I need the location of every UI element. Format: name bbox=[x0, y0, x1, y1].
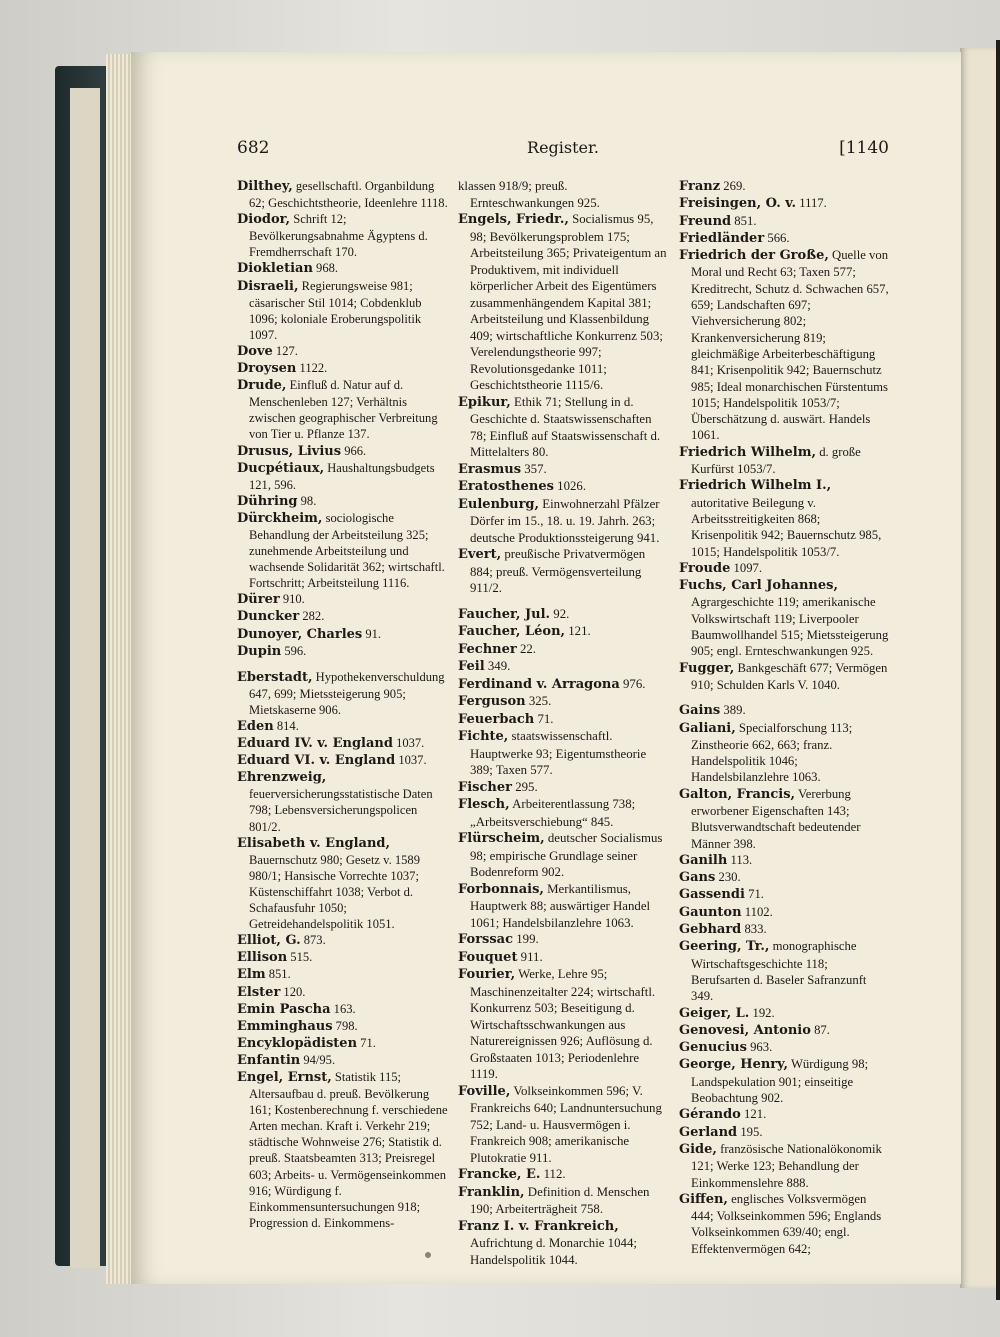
index-headword: Gerland bbox=[679, 1124, 738, 1140]
index-headword: Dupin bbox=[237, 643, 282, 659]
index-entry bbox=[458, 478, 669, 496]
index-entry bbox=[237, 626, 448, 643]
index-references: französische Nationalökonomik 121; Werke 123; Behandlung der Einkommenslehre 888. bbox=[691, 1141, 882, 1190]
index-references: 357. bbox=[521, 461, 547, 476]
index-entry bbox=[679, 786, 890, 852]
index-entry bbox=[237, 984, 448, 1001]
facing-cover-edge bbox=[996, 40, 1000, 1300]
index-references: 966. bbox=[341, 443, 367, 458]
index-entry bbox=[458, 461, 669, 479]
index-references: Würdigung 98; Landspekulation 901; einseitige Beobachtung 902. bbox=[691, 1057, 869, 1106]
index-column-3 bbox=[679, 178, 890, 1257]
index-references: 87. bbox=[810, 1022, 830, 1037]
index-headword: Emminghaus bbox=[237, 1018, 333, 1034]
index-entry bbox=[237, 278, 448, 343]
index-references: 833. bbox=[741, 922, 767, 937]
index-references: preußische Privatvermögen 884; preuß. Vermögensverteilung 911/2. bbox=[470, 547, 646, 595]
index-entry bbox=[237, 377, 448, 442]
index-headword: Eratosthenes bbox=[458, 479, 554, 494]
index-references: Ethik 71; Stellung in d. Geschichte d. Staatswissenschaften 78; Einfluß auf Staatswissenschaft d. Mittelalters 80. bbox=[470, 394, 661, 459]
index-references: Einfluß d. Natur auf d. Menschenleben 127; Verhältnis zwischen geographischer Verbreitung von Tier u. Pflanze 137. bbox=[249, 378, 438, 442]
index-references: 295. bbox=[511, 779, 538, 794]
index-references: Bankgeschäft 677; Vermögen 910; Schulden Karls V. 1040. bbox=[691, 660, 888, 692]
index-references: 566. bbox=[764, 230, 790, 245]
index-entry bbox=[458, 641, 669, 659]
index-references: 127. bbox=[272, 343, 298, 358]
index-references: 94/95. bbox=[300, 1052, 336, 1067]
index-headword: Disraeli, bbox=[237, 278, 299, 294]
index-references: monographische Wirtschaftsgeschichte 118; Berufsarten d. Baseler Safranzunft 349. bbox=[691, 939, 867, 1004]
index-entry bbox=[458, 931, 669, 949]
index-references: 92. bbox=[550, 606, 570, 621]
index-references: Merkantilismus, Hauptwerk 88; auswärtiger Handel 1061; Handelsbilanzlehre 1063. bbox=[470, 881, 651, 930]
index-headword: Froude bbox=[679, 560, 731, 576]
index-headword: Ganilh bbox=[679, 852, 728, 868]
page-title: Register. bbox=[527, 138, 599, 157]
index-references: Specialforschung 113; Zinstheorie 662, 663; franz. Handelspolitik 1046; Handelsbilanzlehre 1063. bbox=[691, 720, 853, 785]
index-headword: Freund bbox=[679, 213, 732, 229]
index-headword: Faucher, Jul. bbox=[458, 606, 551, 622]
index-headword: Giffen, bbox=[679, 1191, 728, 1207]
index-references: 814. bbox=[273, 719, 299, 733]
index-headword: Fichte, bbox=[458, 729, 509, 744]
index-entry bbox=[679, 1106, 890, 1123]
index-references: Arbeiterentlassung 738; „Arbeitsverschiebung“ 845. bbox=[470, 797, 636, 829]
index-headword: Gans bbox=[679, 870, 716, 886]
index-entry bbox=[679, 869, 890, 886]
index-entry bbox=[679, 1191, 890, 1257]
index-headword: Genovesi, Antonio bbox=[679, 1022, 811, 1038]
index-entry bbox=[237, 966, 448, 983]
index-entry bbox=[679, 702, 890, 719]
index-entry bbox=[237, 949, 448, 966]
index-headword: Gaunton bbox=[679, 904, 742, 920]
index-entry bbox=[679, 660, 890, 694]
index-headword: Friedländer bbox=[679, 230, 765, 246]
index-headword: Franz bbox=[679, 179, 721, 194]
index-references: 113. bbox=[727, 852, 753, 867]
index-entry bbox=[458, 1218, 669, 1269]
index-headword: Genucius bbox=[679, 1040, 747, 1056]
index-headword: Emin Pascha bbox=[237, 1001, 331, 1017]
section-number: [1140 bbox=[839, 138, 889, 158]
index-references: 282. bbox=[299, 609, 325, 624]
index-headword: Ellison bbox=[237, 950, 288, 966]
index-entry bbox=[237, 932, 448, 949]
index-headword: Drusus, Livius bbox=[237, 443, 342, 459]
index-entry bbox=[458, 1184, 669, 1218]
index-headword: Galton, Francis, bbox=[679, 786, 796, 802]
index-entry bbox=[237, 643, 448, 660]
index-references: 195. bbox=[737, 1124, 763, 1139]
index-entry bbox=[237, 769, 448, 834]
index-headword: Dürer bbox=[237, 592, 280, 608]
index-references: Bauernschutz 980; Gesetz v. 1589 980/1; Hansische Vorrechte 1037; Küstenschiffahrt 1038; Verbot d. Schafausfuhr 1050; Getreidehandelspolitik 1051. bbox=[249, 852, 420, 932]
index-entry bbox=[458, 728, 669, 779]
index-entry bbox=[458, 830, 669, 881]
index-references: Schrift 12; Bevölkerungsabnahme Ägyptens d. Fremdherrschaft 170. bbox=[249, 212, 428, 260]
index-references: englisches Volksvermögen 444; Volkseinkommen 596; Englands Volkseinkommen 639/40; engl. Effektenvermögen 642; bbox=[691, 1191, 882, 1256]
index-entry bbox=[679, 904, 890, 921]
index-headword: Forbonnais, bbox=[458, 881, 544, 897]
index-references: Socialismus 95, 98; Bevölkerungsproblem 175; Arbeitsteilung 365; Privateigentum an Produktivem, mit individuell körperlicher Arbeit des Eigentümers zusammenhängendem Kapital 381; Arbeitsteilung und Klassenbildung 409; wirtschaftliche Konkurrenz 503; Verelendungstheorie 997; Revolutionsgedanke 1011; Geschichtstheorie 1115/6. bbox=[470, 212, 667, 392]
index-headword: Gide, bbox=[679, 1141, 717, 1157]
index-headword: Engel, Ernst, bbox=[237, 1069, 332, 1085]
index-headword: Fugger, bbox=[679, 660, 735, 676]
index-entry bbox=[458, 658, 669, 676]
index-headword: Eduard VI. v. England bbox=[237, 753, 396, 769]
index-entry bbox=[458, 496, 669, 547]
index-headword: Fourier, bbox=[458, 967, 516, 982]
index-entry bbox=[679, 720, 890, 786]
index-entry bbox=[679, 230, 890, 247]
index-entry bbox=[679, 477, 890, 559]
index-headword: Franz I. v. Frankreich, bbox=[458, 1218, 619, 1234]
index-entry bbox=[458, 606, 669, 624]
index-references: Regierungsweise 981; cäsarischer Stil 1014; Cobdenklub 1096; koloniale Eroberungspolitik 1097. bbox=[249, 278, 422, 342]
index-entry bbox=[679, 213, 890, 230]
index-references: 1097. bbox=[730, 560, 763, 575]
index-headword: Diokletian bbox=[237, 261, 313, 277]
index-entry bbox=[458, 623, 669, 641]
index-entry bbox=[237, 669, 448, 718]
index-headword: Diodor, bbox=[237, 212, 291, 228]
page-blemish bbox=[425, 1252, 431, 1258]
index-headword: Drude, bbox=[237, 378, 287, 394]
index-references: 71. bbox=[357, 1035, 376, 1050]
index-entry bbox=[237, 752, 448, 769]
index-entry bbox=[237, 608, 448, 625]
index-entry bbox=[458, 966, 669, 1083]
index-entry bbox=[237, 493, 448, 510]
index-entry bbox=[679, 886, 890, 903]
index-headword: Ducpétiaux, bbox=[237, 460, 325, 476]
index-entry bbox=[237, 343, 448, 360]
index-headword: Franklin, bbox=[458, 1184, 525, 1200]
index-entry bbox=[458, 1166, 669, 1184]
index-references: 192. bbox=[749, 1005, 775, 1020]
index-headword: Elisabeth v. England, bbox=[237, 835, 391, 851]
index-entry bbox=[679, 444, 890, 478]
index-references: Werke, Lehre 95; Maschinenzeitalter 224; wirtschaftl. Konkurrenz 503; Beseitigung d. Wirtschaftsschwankungen aus Naturereignissen 926; Auflösung d. Großstaaten 1013; Periodenlehre 1119. bbox=[470, 967, 656, 1081]
index-entry bbox=[458, 394, 669, 461]
index-headword: Gérando bbox=[679, 1107, 741, 1123]
index-entry bbox=[237, 211, 448, 260]
index-headword: Gebhard bbox=[679, 922, 742, 938]
index-references: 199. bbox=[513, 932, 539, 946]
index-references: 163. bbox=[330, 1001, 356, 1016]
index-references: klassen 918/9; preuß. Ernteschwankungen 925. bbox=[458, 179, 600, 210]
index-entry bbox=[237, 1018, 448, 1035]
index-headword: Elm bbox=[237, 967, 266, 983]
index-headword: Feuerbach bbox=[458, 711, 535, 727]
index-references: sociologische Behandlung der Arbeitsteilung 325; zunehmende Arbeitsteilung und wachsende Solidarität 362; wirtschaftl. Fortschritt; Arbeitsteilung 1116. bbox=[249, 510, 445, 591]
index-references: Statistik 115; Altersaufbau d. preuß. Bevölkerung 161; Kostenberechnung f. verschiedene Arten mechan. Kraft i. Verkehr 219; städtische Wohnweise 276; Statistik d. preuß. Staatsbeamten 313; Preisregel 603; Arbeits- u. Vermögenseinkommen 916; Würdigung f. Einkommensuntersuchungen 918; Progression d. Einkommens- bbox=[249, 1069, 448, 1230]
index-headword: Dunoyer, Charles bbox=[237, 626, 363, 642]
index-entry bbox=[237, 1001, 448, 1018]
index-entry bbox=[458, 881, 669, 932]
index-entry bbox=[237, 178, 448, 211]
index-headword: Faucher, Léon, bbox=[458, 624, 566, 639]
index-headword: Friedrich Wilhelm, bbox=[679, 444, 817, 460]
book-endpaper bbox=[70, 88, 100, 1268]
index-entry bbox=[679, 1141, 890, 1191]
index-references: Quelle von Moral und Recht 63; Taxen 577; Kreditrecht, Schutz d. Schwachen 657, 659; Landschaften 697; Viehversicherung 802; Krankenversicherung 819; gleichmäßige Arbeiterbeschäftigung 841; Krisenpolitik 942; Bauernschutz 985; Ideal monarchischen Fürstentums 1015; Handelspolitik 1053/7; Überschätzung d. auswärt. Handels 1061. bbox=[691, 248, 889, 443]
index-entry bbox=[237, 1069, 448, 1231]
page-header bbox=[237, 138, 889, 162]
index-headword: Flesch, bbox=[458, 797, 510, 812]
index-headword: Eberstadt, bbox=[237, 669, 313, 685]
index-headword: Ehrenzweig, bbox=[237, 770, 327, 786]
index-entry bbox=[679, 1039, 890, 1056]
index-column-2 bbox=[458, 178, 669, 1268]
index-headword: Fouquet bbox=[458, 949, 518, 965]
index-references: feuerversicherungsstatistische Daten 798; Lebensversicherungspolicen 801/2. bbox=[249, 787, 433, 834]
index-headword: Ferdinand v. Arragona bbox=[458, 676, 620, 692]
index-headword: Flürscheim, bbox=[458, 831, 545, 846]
index-headword: Fuchs, Carl Johannes, bbox=[679, 578, 838, 594]
index-references: 798. bbox=[332, 1018, 358, 1033]
index-headword: George, Henry, bbox=[679, 1057, 788, 1073]
index-references: 911. bbox=[517, 949, 543, 964]
index-references: 1102. bbox=[741, 904, 773, 919]
index-references: Haushaltungsbudgets 121, 596. bbox=[249, 460, 435, 492]
index-headword: Epikur, bbox=[458, 394, 511, 410]
index-references: Volkseinkommen 596; V. Frankreichs 640; Landnuntersuchung 752; Land- u. Hausvermögen i. Frankreich 908; amerikanische Plutokratie 911. bbox=[470, 1083, 662, 1165]
index-headword: Engels, Friedr., bbox=[458, 212, 569, 227]
index-references: 389. bbox=[720, 703, 746, 718]
index-references: 98. bbox=[297, 493, 317, 508]
index-headword: Eulenburg, bbox=[458, 496, 540, 512]
index-references: 230. bbox=[715, 870, 741, 885]
index-references: 968. bbox=[312, 261, 339, 276]
index-headword: Francke, E. bbox=[458, 1167, 541, 1182]
index-references: Vererbung erworbener Eigenschaften 143; Blutsverwandtschaft bedeutender Männer 398. bbox=[691, 786, 861, 851]
index-headword: Evert, bbox=[458, 547, 502, 562]
index-headword: Elliot, G. bbox=[237, 933, 301, 949]
index-references: 1026. bbox=[553, 479, 587, 493]
index-entry bbox=[458, 949, 669, 967]
index-entry bbox=[679, 1056, 890, 1106]
index-headword: Ferguson bbox=[458, 694, 526, 709]
index-references: 121. bbox=[565, 624, 591, 638]
index-entry bbox=[679, 1124, 890, 1141]
index-entry bbox=[237, 1035, 448, 1052]
index-references: 71. bbox=[744, 887, 764, 902]
index-headword: Erasmus bbox=[458, 461, 522, 477]
index-headword: Elster bbox=[237, 984, 281, 1000]
index-entry bbox=[458, 711, 669, 729]
index-headword: Freisingen, O. v. bbox=[679, 196, 797, 212]
index-headword: Eduard IV. v. England bbox=[237, 736, 393, 752]
index-headword: Droysen bbox=[237, 361, 297, 377]
index-headword: Enfantin bbox=[237, 1052, 301, 1068]
index-entry bbox=[458, 1083, 669, 1167]
index-headword: Friedrich der Große, bbox=[679, 248, 829, 264]
index-headword: Gassendi bbox=[679, 887, 745, 903]
index-headword: Dürckheim, bbox=[237, 510, 323, 526]
index-entry bbox=[237, 835, 448, 933]
index-references: 120. bbox=[280, 984, 306, 999]
index-headword: Dilthey, bbox=[237, 179, 293, 194]
index-entry bbox=[679, 195, 890, 212]
index-references: 1037. bbox=[392, 736, 425, 751]
index-entry bbox=[679, 577, 890, 659]
index-headword: Friedrich Wilhelm I., bbox=[679, 478, 832, 494]
index-entry bbox=[237, 735, 448, 752]
index-entry bbox=[458, 546, 669, 597]
index-references: Aufrichtung d. Monarchie 1044; Handelspolitik 1044. bbox=[470, 1236, 637, 1267]
index-entry bbox=[237, 460, 448, 493]
index-references: 1037. bbox=[395, 753, 427, 768]
index-entry bbox=[679, 178, 890, 195]
index-entry bbox=[679, 1022, 890, 1039]
index-references: 976. bbox=[619, 676, 646, 691]
index-references: autoritative Beilegung v. Arbeitsstreitigkeiten 868; Krisenpolitik 942; Bauernschutz 985, 1015; Handelspolitik 1053/7. bbox=[691, 495, 882, 559]
index-references: Definition d. Menschen 190; Arbeiterträgheit 758. bbox=[470, 1184, 650, 1216]
index-entry bbox=[458, 676, 669, 694]
index-entry bbox=[679, 852, 890, 869]
index-references: 910. bbox=[279, 592, 305, 607]
index-references: Hypothekenverschuldung 647, 699; Mietssteigerung 905; Mietskaserne 906. bbox=[249, 669, 445, 717]
index-entry bbox=[237, 510, 448, 591]
index-headword: Eden bbox=[237, 719, 274, 734]
page-number: 682 bbox=[237, 138, 270, 158]
index-references: 91. bbox=[362, 626, 382, 641]
index-entry bbox=[237, 591, 448, 608]
index-entry bbox=[679, 921, 890, 938]
index-references: 873. bbox=[300, 933, 326, 948]
index-headword: Fechner bbox=[458, 641, 517, 657]
index-entry bbox=[679, 560, 890, 577]
index-references: d. große Kurfürst 1053/7. bbox=[691, 444, 861, 477]
index-headword: Feil bbox=[458, 659, 485, 674]
index-entry bbox=[458, 779, 669, 797]
index-references: 963. bbox=[746, 1040, 773, 1055]
index-references: 1122. bbox=[296, 361, 328, 376]
index-references: gesellschaftl. Organbildung 62; Geschichtstheorie, Ideenlehre 1118. bbox=[249, 179, 448, 211]
index-headword: Geiger, L. bbox=[679, 1005, 750, 1021]
index-references: 349. bbox=[484, 659, 511, 673]
index-headword: Galiani, bbox=[679, 720, 736, 736]
index-references: deutscher Socialismus 98; empirische Grundlage seiner Bodenreform 902. bbox=[470, 831, 663, 879]
index-headword: Dühring bbox=[237, 493, 298, 509]
index-entry bbox=[458, 211, 669, 394]
index-headword: Fischer bbox=[458, 779, 512, 795]
index-entry bbox=[458, 693, 669, 711]
index-references: Einwohnerzahl Pfälzer Dörfer im 15., 18. u. 19. Jahrh. 263; deutsche Produktionssteigerung 941. bbox=[470, 496, 660, 545]
index-entry bbox=[237, 443, 448, 460]
index-entry bbox=[237, 360, 448, 377]
index-entry bbox=[237, 260, 448, 277]
index-references: 515. bbox=[287, 950, 313, 965]
index-references: 1117. bbox=[796, 196, 827, 211]
index-entry bbox=[679, 938, 890, 1004]
index-headword: Gains bbox=[679, 703, 721, 719]
index-references: 22. bbox=[516, 641, 536, 656]
index-references: 112. bbox=[540, 1167, 566, 1181]
index-references: 851. bbox=[731, 213, 757, 228]
index-headword: Encyklopädisten bbox=[237, 1035, 358, 1051]
index-entry bbox=[458, 796, 669, 830]
index-references: 596. bbox=[281, 643, 307, 658]
index-references: 71. bbox=[534, 711, 554, 726]
index-entry bbox=[458, 178, 669, 211]
index-entry bbox=[679, 1005, 890, 1022]
index-headword: Foville, bbox=[458, 1083, 511, 1099]
index-entry bbox=[237, 1052, 448, 1069]
index-column-1 bbox=[237, 178, 448, 1231]
index-headword: Forssac bbox=[458, 932, 514, 947]
index-headword: Geering, Tr., bbox=[679, 939, 770, 955]
index-headword: Duncker bbox=[237, 609, 300, 625]
facing-page-edge bbox=[960, 48, 1000, 1288]
index-references: 121. bbox=[740, 1107, 767, 1122]
index-headword: Dove bbox=[237, 343, 273, 359]
index-references: 269. bbox=[720, 179, 746, 193]
index-references: Agrargeschichte 119; amerikanische Volkswirtschaft 119; Liverpooler Baumwollhandel 515; Mietssteigerung 905; engl. Ernteschwankungen 925. bbox=[691, 595, 889, 659]
index-references: staatswissenschaftl. Hauptwerke 93; Eigentumstheorie 389; Taxen 577. bbox=[470, 729, 647, 777]
index-references: 851. bbox=[265, 967, 291, 982]
index-references: 325. bbox=[525, 694, 552, 708]
index-entry bbox=[237, 718, 448, 735]
index-entry bbox=[679, 247, 890, 444]
